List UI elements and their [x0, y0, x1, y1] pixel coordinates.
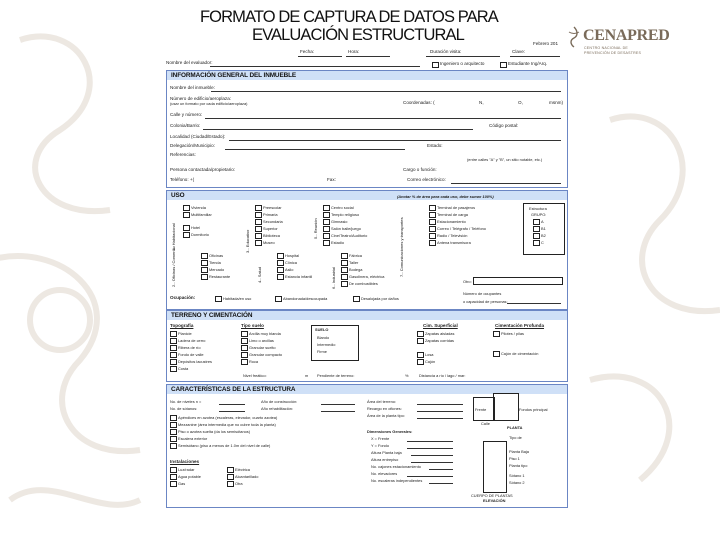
info-heading: INFORMACIÓN GENERAL DEL INMUEBLE	[167, 71, 567, 80]
checkbox[interactable]	[493, 331, 500, 337]
elevation-sketch	[483, 441, 507, 493]
field-label: Ingeniero o arquitecto	[440, 61, 485, 66]
field-label: No. escaleras independientes	[371, 478, 423, 483]
field-label: Salón baile/juego	[331, 226, 361, 231]
field-label: Instalaciones	[170, 459, 200, 464]
field-label: Estacionamiento	[437, 219, 466, 224]
field-label: Estado:	[427, 143, 443, 148]
field-label: Museo	[263, 240, 275, 245]
field-label: Roca	[249, 359, 259, 364]
field-label: Secundaria	[263, 219, 283, 224]
checkbox[interactable]	[170, 415, 177, 421]
field-label: Persona contactada/propietario:	[170, 167, 236, 172]
checkbox[interactable]	[170, 467, 177, 473]
field-label: A	[541, 219, 544, 224]
field-label: Losa	[425, 352, 434, 357]
field-label: Coordenadas: (	[403, 100, 435, 105]
checkbox[interactable]	[201, 253, 208, 259]
field-label: Terminal de pasajeros	[437, 205, 476, 210]
checkbox[interactable]	[255, 219, 262, 225]
checkbox[interactable]	[417, 331, 424, 337]
field-label: Costa	[178, 366, 189, 371]
field-label: Planta Baja	[509, 449, 529, 454]
field-label: Nombre del inmueble:	[170, 85, 215, 90]
field-label: Año de construcción:	[261, 399, 298, 404]
duracion-label: Duración visita:	[430, 49, 462, 54]
field-label: Granular compacto	[249, 352, 283, 357]
field-label: Área del terreno:	[367, 399, 396, 404]
field-label: Gasolinera, eléctrica	[349, 274, 385, 279]
checkbox[interactable]	[183, 205, 190, 211]
checkbox[interactable]	[341, 267, 348, 273]
field-label: Antena transmisora	[437, 240, 471, 245]
field-label: Localidad (Ciudad/Estado):	[170, 134, 226, 139]
field-label: msnm)	[549, 100, 564, 105]
field-label: Frente	[475, 407, 487, 412]
desalojada-checkbox[interactable]	[353, 296, 360, 302]
checkbox[interactable]	[170, 345, 177, 351]
field-label: X = Frente	[371, 436, 390, 441]
field-label: N,	[479, 100, 484, 105]
fecha-label: Fecha:	[300, 49, 315, 54]
brand-name: CENAPRED	[583, 27, 670, 44]
field-label: Intermedio	[317, 342, 336, 347]
checkbox[interactable]	[170, 352, 177, 358]
field-label: Colonia/Barrio:	[170, 123, 201, 128]
field-label: Granular suelto	[249, 345, 276, 350]
checkbox[interactable]	[255, 212, 262, 218]
title-line-1: FORMATO DE CAPTURA DE DATOS PARA	[200, 8, 498, 26]
field-label: Terminal de carga	[437, 212, 468, 217]
field-label: Alcantarillado	[235, 474, 259, 479]
field-label: Otro:	[463, 279, 472, 284]
field-label: o capacidad de personas:	[463, 299, 508, 304]
checkbox[interactable]	[429, 212, 436, 218]
field-label: Año rehabilitación:	[261, 406, 294, 411]
checkbox[interactable]	[227, 481, 234, 487]
field-label: Zapatas aisladas	[425, 331, 455, 336]
field-label: Depósitos lacustres	[178, 359, 212, 364]
field-label: Y = Fondo	[371, 443, 389, 448]
field-label: PLANTA	[507, 425, 523, 430]
field-label: Teléfono: +(	[170, 177, 195, 182]
field-label: Mercado	[209, 267, 225, 272]
field-label: Hotel	[191, 225, 201, 230]
checkbox[interactable]	[170, 422, 177, 428]
field-label: Piso 1	[509, 456, 520, 461]
brand-subtitle-1: CENTRO NACIONAL DE	[584, 46, 629, 50]
checkbox[interactable]	[170, 366, 177, 372]
field-label: Clínica	[285, 260, 297, 265]
clave-label: Clave:	[512, 49, 526, 54]
checkbox[interactable]	[277, 274, 284, 280]
field-label: Desalojada por daños	[361, 296, 399, 301]
field-label: Cajón de cimentación	[501, 351, 539, 356]
field-label: Cine/Teatro/Auditorio	[331, 233, 368, 238]
field-label: Bodega	[349, 267, 363, 272]
field-label: Cimentación Profunda	[495, 323, 545, 328]
field-label: Estancia infantil	[285, 274, 313, 279]
checkbox[interactable]	[429, 226, 436, 232]
estudiante-checkbox[interactable]	[500, 62, 507, 68]
checkbox[interactable]	[170, 436, 177, 442]
checkbox[interactable]	[323, 205, 330, 211]
caracteristicas-section	[166, 384, 568, 508]
field-label: B1	[541, 226, 546, 231]
field-label: Dimensiones Generales:	[367, 429, 413, 434]
checkbox[interactable]	[227, 467, 234, 473]
field-label: O,	[518, 100, 523, 105]
field-label: Pilotes / pilas	[501, 331, 524, 336]
checkbox[interactable]	[493, 351, 500, 357]
field-label: Cim. Superficial	[423, 323, 458, 328]
field-label: Nivel freático:	[243, 373, 267, 378]
field-label: m	[305, 373, 309, 378]
field-label: Número de edificio/aeroplaza:	[170, 96, 232, 101]
uso-heading: USO	[167, 191, 567, 200]
field-label: Sótano 1	[509, 473, 525, 478]
field-label: Altura Planta baja	[371, 450, 402, 455]
febrero-label: Febrero 201	[533, 41, 559, 46]
field-label: Piso o azotea suelta (da los semisótanos)	[178, 429, 251, 434]
checkbox[interactable]	[170, 481, 177, 487]
field-label: Primaria	[263, 212, 278, 217]
field-label: Cajón	[425, 359, 436, 364]
checkbox[interactable]	[277, 267, 284, 273]
field-label: Ladera de cerro	[178, 338, 206, 343]
field-label: Estructura	[529, 206, 547, 211]
field-label: Calle	[481, 421, 490, 426]
field-label: Sótano 2	[509, 480, 525, 485]
field-label: No. elevadores	[371, 471, 398, 476]
grupo-c-checkbox[interactable]	[533, 240, 540, 246]
checkbox[interactable]	[417, 352, 424, 358]
field-label: Apéndices en azotea (escaleras, elevador, cuarto azotea)	[178, 415, 278, 420]
field-label: Altura entrepiso	[371, 457, 399, 462]
checkbox[interactable]	[170, 338, 177, 344]
field-label: Limo o arcillas	[249, 338, 274, 343]
checkbox[interactable]	[241, 338, 248, 344]
brand-subtitle-2: PREVENCIÓN DE DESASTRES	[584, 51, 642, 55]
field-label: Oficinas	[209, 253, 224, 258]
checkbox[interactable]	[429, 205, 436, 211]
decorative-pattern-right	[570, 0, 720, 540]
field-label: Tipo de	[509, 435, 522, 440]
field-label: Radio / Televisión	[437, 233, 468, 238]
field-label: SUELO	[315, 327, 329, 332]
field-label: Correo / Telégrafo / Teléfono	[437, 226, 486, 231]
otro-input[interactable]	[473, 277, 563, 285]
checkbox[interactable]	[417, 359, 424, 365]
field-label: Asilo	[285, 267, 294, 272]
field-label: Tipo suelo	[241, 323, 264, 328]
checkbox[interactable]	[429, 219, 436, 225]
field-label: Abandonada/desocupada	[283, 296, 328, 301]
decorative-pattern-left	[0, 0, 150, 540]
checkbox[interactable]	[255, 240, 262, 246]
field-label: Templo religioso	[331, 212, 360, 217]
caracteristicas-heading: CARACTERÍSTICAS DE LA ESTRUCTURA	[167, 385, 567, 394]
field-label: Planta tipo	[509, 463, 528, 468]
checkbox[interactable]	[323, 219, 330, 225]
cenapred-emblem-icon	[568, 26, 580, 48]
field-label: Área de la planta tipo:	[367, 413, 405, 418]
field-label: Blando	[317, 335, 330, 340]
field-label: Agua potable	[178, 474, 201, 479]
field-label: Escalera exterior	[178, 436, 208, 441]
field-label: GRUPO:	[531, 212, 547, 217]
field-label: Delegación/Municipio:	[170, 143, 215, 148]
field-label: Biblioteca	[263, 233, 280, 238]
checkbox[interactable]	[170, 429, 177, 435]
checkbox[interactable]	[170, 474, 177, 480]
field-label: Tienda	[209, 260, 221, 265]
checkbox[interactable]	[241, 331, 248, 337]
field-label: No. de niveles n =	[170, 399, 202, 404]
field-label: Eléctrica	[235, 467, 250, 472]
checkbox[interactable]	[417, 338, 424, 344]
checkbox[interactable]	[323, 226, 330, 232]
checkbox[interactable]	[241, 359, 248, 365]
field-label: ELEVACIÓN	[483, 498, 506, 503]
field-label: Fondos principal	[519, 407, 548, 412]
field-label: Vivienda	[191, 205, 206, 210]
checkbox[interactable]	[241, 345, 248, 351]
evaluador-label: Nombre del evaluador:	[166, 60, 213, 65]
field-label: Semisótano (piso a menos de 1.0m del nivel de calle)	[178, 443, 271, 448]
uso-section: USO (Anotar % de área para cada uso, debe sumar 100%) 1.- Habitacional Vivienda Multifamiliar Hotel Dormitorio 3.- Educativo Preescolar Primaria Secundaria Superior Biblioteca Museo 5.- Reunión Centro social Templo religioso Gimnasio Salón baile/juego Cine/Teatro/Auditorio Estadio 7.- Comunicaciones y transportes Terminal de pasajeros Terminal de carga Estacionamiento Correo / Telégrafo / Teléfono Radio / Televisión Antena transmisora Estructura GRUPO: A B1 B2 C 2.- Oficinas / Comercio Oficinas Tienda Mercado Restaurante 4.- Salud Hospital Clínica Asilo Estancia infantil 6.- Industrial Fábrica Taller Bodega Gasolinera, eléctrica De combustibles Otro: Ocupación: Habitada/en uso Abandonada/desocupada Desalojada por daños Número de ocupantes o capacidad de personas:	[166, 190, 568, 310]
checkbox[interactable]	[429, 240, 436, 246]
field-label: Superior	[263, 226, 278, 231]
field-label: Taller	[349, 260, 359, 265]
field-label: Estudiante Ing/Arq.	[508, 61, 548, 66]
form-sheet	[160, 0, 568, 540]
checkbox[interactable]	[341, 281, 348, 287]
field-label: Hospital	[285, 253, 300, 258]
checkbox[interactable]	[255, 226, 262, 232]
field-label: Multifamiliar	[191, 212, 212, 217]
field-label: Recargo en ofiones:	[367, 406, 402, 411]
field-label: Código postal:	[489, 123, 519, 128]
field-label: Gas	[178, 481, 186, 486]
checkbox[interactable]	[341, 274, 348, 280]
field-label: Arcilla muy blanda	[249, 331, 281, 336]
grupo-b2-checkbox[interactable]	[533, 233, 540, 239]
field-label: Fax:	[327, 177, 336, 182]
hora-label: Hora:	[348, 49, 360, 54]
checkbox[interactable]	[227, 474, 234, 480]
field-label: C	[541, 240, 544, 245]
checkbox[interactable]	[341, 260, 348, 266]
field-label: (entre calles "A" y "B", un sitio notable, etc.)	[467, 157, 543, 162]
field-label: B2	[541, 233, 546, 238]
ingeniero-checkbox[interactable]	[432, 62, 439, 68]
field-label: Distancia a río / lago / mar:	[419, 373, 466, 378]
field-label: Pendiente de terreno:	[317, 373, 355, 378]
field-label: Topografía	[170, 323, 194, 328]
checkbox[interactable]	[170, 443, 177, 449]
grupo-b1-checkbox[interactable]	[533, 226, 540, 232]
checkbox[interactable]	[341, 253, 348, 259]
field-label: Gimnasio	[331, 219, 348, 224]
terreno-section	[166, 310, 568, 382]
field-label: %	[405, 373, 409, 378]
checkbox[interactable]	[170, 331, 177, 337]
field-label: (Anotar % de área para cada uso, debe sumar 100%)	[397, 194, 494, 199]
field-label: Número de ocupantes	[463, 291, 502, 296]
title-line-2: EVALUACIÓN ESTRUCTURAL	[252, 26, 464, 44]
checkbox[interactable]	[277, 253, 284, 259]
field-label: Luz/radar	[178, 467, 195, 472]
checkbox[interactable]	[241, 352, 248, 358]
field-label: Correo electrónico:	[407, 177, 446, 182]
habitada-checkbox[interactable]	[215, 296, 222, 302]
field-label: Restaurante	[209, 274, 231, 279]
checkbox[interactable]	[201, 274, 208, 280]
checkbox[interactable]	[429, 233, 436, 239]
field-label: Otra	[235, 481, 243, 486]
field-label: De combustibles	[349, 281, 378, 286]
field-label: Referencias:	[170, 152, 196, 157]
field-label: Habitada/en uso	[223, 296, 252, 301]
field-label: Mezzanine (área intermedia que no cubre toda la planta)	[178, 422, 276, 427]
field-label: CUERPO DE PLANTAS	[471, 493, 513, 498]
checkbox[interactable]	[201, 267, 208, 273]
abandonada-checkbox[interactable]	[275, 296, 282, 302]
checkbox[interactable]	[170, 359, 177, 365]
field-label: Fondo de valle	[178, 352, 204, 357]
field-label: Preescolar	[263, 205, 282, 210]
field-label: Firme	[317, 349, 327, 354]
terreno-heading: TERRENO Y CIMENTACIÓN	[167, 311, 567, 320]
checkbox[interactable]	[201, 260, 208, 266]
field-label: No. cajones estacionamiento	[371, 464, 421, 469]
plan-sketch-body	[493, 393, 519, 421]
field-label: Cargo o función:	[403, 167, 437, 172]
checkbox[interactable]	[255, 233, 262, 239]
field-label: Dormitorio	[191, 232, 209, 237]
field-label: Ocupación:	[170, 295, 196, 300]
checkbox[interactable]	[323, 233, 330, 239]
field-label: Calle y número:	[170, 112, 203, 117]
checkbox[interactable]	[277, 260, 284, 266]
checkbox[interactable]	[183, 212, 190, 218]
field-label: Planicie	[178, 331, 192, 336]
field-label: Estadio	[331, 240, 344, 245]
field-label: Zapatas corridas	[425, 338, 454, 343]
field-label: No. de sótanos:	[170, 406, 198, 411]
field-label: Fábrica	[349, 253, 362, 258]
field-label: Ribera de río	[178, 345, 201, 350]
grupo-a-checkbox[interactable]	[533, 219, 540, 225]
checkbox[interactable]	[183, 225, 190, 231]
checkbox[interactable]	[323, 212, 330, 218]
checkbox[interactable]	[323, 240, 330, 246]
field-label: Centro social	[331, 205, 354, 210]
checkbox[interactable]	[255, 205, 262, 211]
checkbox[interactable]	[183, 232, 190, 238]
info-section	[166, 70, 568, 188]
field-label: (usar un formato por cada edificio/aeroplaza)	[170, 101, 248, 106]
